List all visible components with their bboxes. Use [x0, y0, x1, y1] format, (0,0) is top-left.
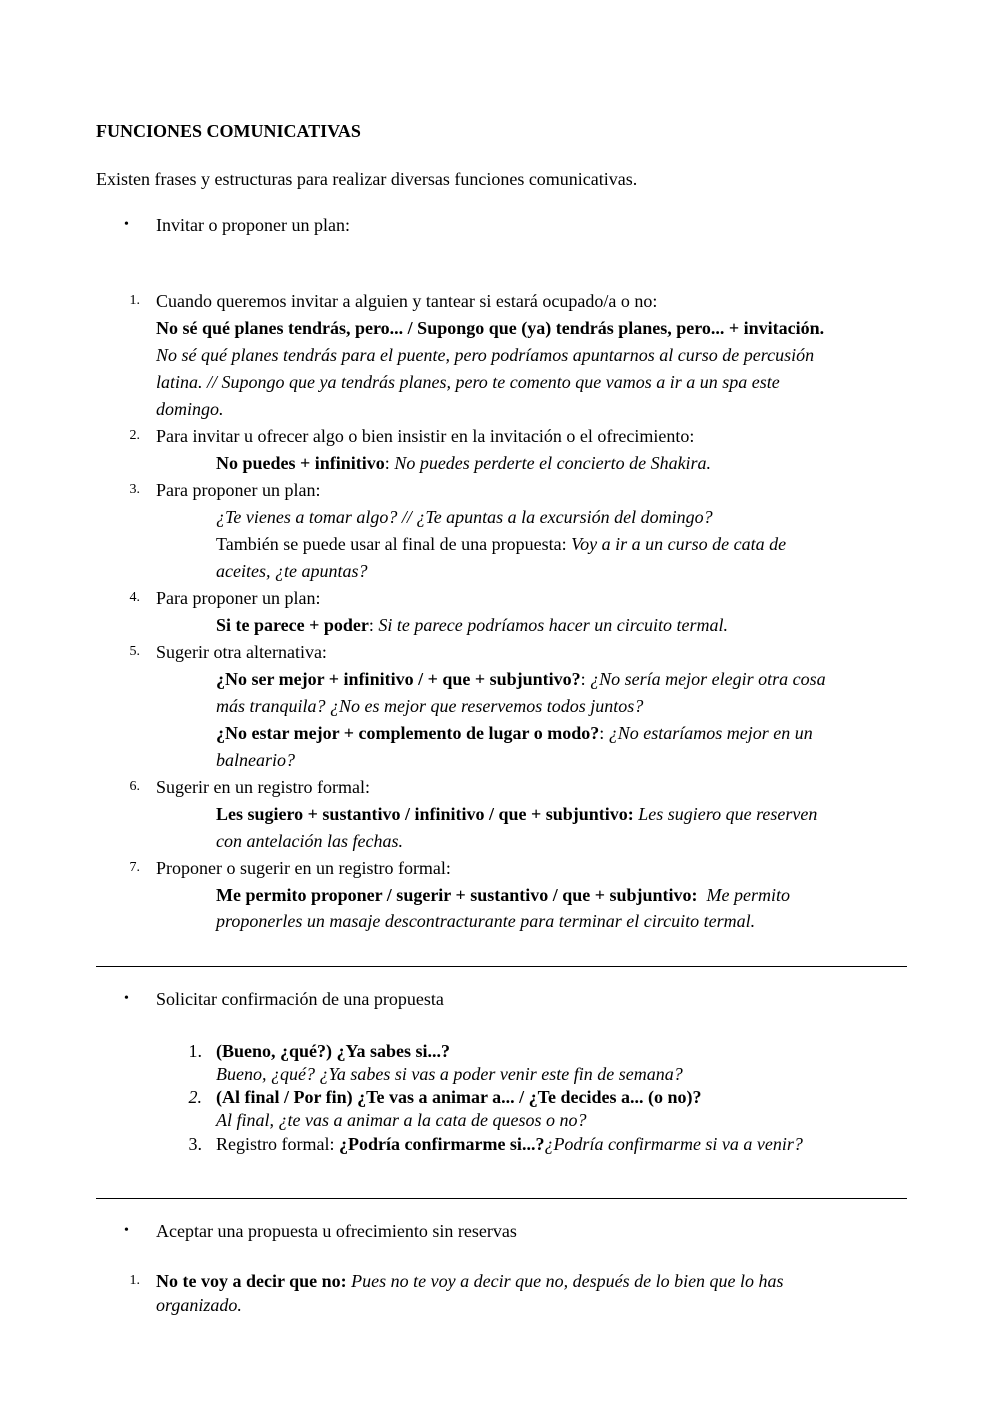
- example-text: balneario?: [216, 750, 295, 770]
- item-example: [216, 506, 713, 528]
- bullet-marker: •: [124, 217, 129, 232]
- note-text: También se puede usar al final de una propuesta:: [216, 534, 572, 554]
- formula-text: ¿No estar mejor + complemento de lugar o modo?: [216, 723, 600, 743]
- page-title: FUNCIONES COMUNICATIVAS: [96, 121, 361, 141]
- item-example: [216, 1063, 683, 1085]
- item-number: 3.: [188, 1134, 202, 1154]
- item-example: [156, 371, 780, 393]
- item-number: 2.: [129, 428, 140, 443]
- formula-text: ¿Podría confirmarme si...?: [338, 1134, 545, 1154]
- example-text: aceites, ¿te apuntas?: [216, 561, 368, 581]
- example-text: Si te parece podríamos hacer un circuito termal.: [378, 615, 729, 635]
- example-line: latina. // Supongo que ya tendrás planes, pero te comento que vamos a ir a un spa este: [156, 372, 780, 392]
- item-lead: Para proponer un plan:: [156, 588, 321, 608]
- item-example: [216, 749, 295, 771]
- formula-text: Les sugiero + sustantivo / infinitivo / que + subjuntivo:: [216, 804, 634, 824]
- item-number: 4.: [129, 590, 140, 605]
- example-text: Les sugiero que reserven: [638, 804, 818, 824]
- example-line: No sé qué planes tendrás para el puente, pero podríamos apuntarnos al curso de percusión: [156, 345, 815, 365]
- section-heading-confirmacion: Solicitar confirmación de una propuesta: [156, 989, 444, 1009]
- example-text: proponerles un masaje descontracturante para terminar el circuito termal.: [216, 911, 756, 931]
- item-note: [216, 533, 786, 555]
- item-formula-example: [216, 1133, 803, 1155]
- formula-text: No puedes + infinitivo: [216, 453, 385, 473]
- example-text: Pues no te voy a decir que no, después de lo bien que lo has: [351, 1271, 784, 1291]
- item-lead: Para proponer un plan:: [156, 480, 321, 500]
- section-heading-aceptar: Aceptar una propuesta u ofrecimiento sin reservas: [156, 1221, 517, 1241]
- example-text: ¿Te vienes a tomar algo? // ¿Te apuntas a la excursión del domingo?: [216, 507, 713, 527]
- item-example: [156, 398, 224, 420]
- formula-text: ¿No ser mejor + infinitivo / + que + subjuntivo?: [216, 669, 581, 689]
- example-text: ¿No estaríamos mejor en un: [608, 723, 813, 743]
- item-example: [216, 1109, 586, 1131]
- item-note: [216, 560, 367, 582]
- lead-text: Registro formal:: [216, 1134, 339, 1154]
- example-line: domingo.: [156, 399, 224, 419]
- item-number: 6.: [129, 779, 140, 794]
- item-number: 3.: [129, 482, 140, 497]
- example-text: Al final, ¿te vas a animar a la cata de quesos o no?: [216, 1110, 587, 1130]
- item-example: [156, 344, 814, 366]
- formula-text: (Al final / Por fin) ¿Te vas a animar a... / ¿Te decides a... (o no)?: [216, 1087, 702, 1107]
- example-text: más tranquila? ¿No es mejor que reservemos todos juntos?: [216, 696, 644, 716]
- formula-text: (Bueno, ¿qué?) ¿Ya sabes si...?: [216, 1041, 451, 1061]
- formula-text: Si te parece + poder: [216, 615, 369, 635]
- bullet-marker: •: [124, 1223, 129, 1238]
- formula-text: No sé qué planes tendrás, pero... / Supongo que (ya) tendrás planes, pero... + invitación.: [156, 318, 825, 338]
- item-example: [216, 695, 643, 717]
- item-formula: [156, 317, 824, 339]
- item-lead: Sugerir en un registro formal:: [156, 777, 370, 797]
- example-text: No puedes perderte el concierto de Shakira.: [394, 453, 712, 473]
- item-formula-example: [216, 668, 826, 690]
- section-divider: [96, 966, 907, 967]
- example-text: con antelación las fechas.: [216, 831, 403, 851]
- separator: :: [384, 453, 395, 473]
- formula-text: No te voy a decir que no:: [156, 1271, 347, 1291]
- item-example: [216, 830, 403, 852]
- item-number: 5.: [129, 644, 140, 659]
- item-lead: Para invitar u ofrecer algo o bien insistir en la invitación o el ofrecimiento:: [156, 426, 695, 446]
- item-number: 1.: [188, 1041, 202, 1061]
- item-formula: [216, 1086, 702, 1108]
- intro-paragraph: Existen frases y estructuras para realizar diversas funciones comunicativas.: [96, 169, 638, 189]
- item-number: 1.: [129, 293, 140, 308]
- formula-text: Me permito proponer / sugerir + sustantivo / que + subjuntivo:: [216, 885, 698, 905]
- example-text: Bueno, ¿qué? ¿Ya sabes si vas a poder venir este fin de semana?: [216, 1064, 683, 1084]
- item-formula-example: [156, 1270, 784, 1292]
- section-heading-invitar: Invitar o proponer un plan:: [156, 215, 350, 235]
- item-number: 7.: [129, 860, 140, 875]
- item-formula-example: [216, 452, 711, 474]
- item-formula-example: [216, 884, 790, 906]
- item-formula-example: [216, 614, 728, 636]
- item-formula-example: [216, 722, 813, 744]
- item-formula: [216, 1040, 450, 1062]
- item-example: [216, 910, 755, 932]
- separator: :: [580, 669, 591, 689]
- example-text: ¿Podría confirmarme si va a venir?: [544, 1134, 803, 1154]
- example-text: organizado.: [156, 1295, 242, 1315]
- item-lead: Proponer o sugerir en un registro formal:: [156, 858, 451, 878]
- example-text: ¿No sería mejor elegir otra cosa: [590, 669, 826, 689]
- example-text: Voy a ir a un curso de cata de: [571, 534, 787, 554]
- bullet-marker: •: [124, 991, 129, 1006]
- example-text: Me permito: [706, 885, 791, 905]
- item-lead: Sugerir otra alternativa:: [156, 642, 327, 662]
- item-formula-example: [216, 803, 817, 825]
- separator: :: [368, 615, 379, 635]
- item-lead: Cuando queremos invitar a alguien y tantear si estará ocupado/a o no:: [156, 291, 658, 311]
- item-number: 2.: [188, 1087, 202, 1107]
- item-example: [156, 1294, 242, 1316]
- item-number: 1.: [129, 1273, 140, 1288]
- section-divider: [96, 1198, 907, 1199]
- separator: :: [599, 723, 609, 743]
